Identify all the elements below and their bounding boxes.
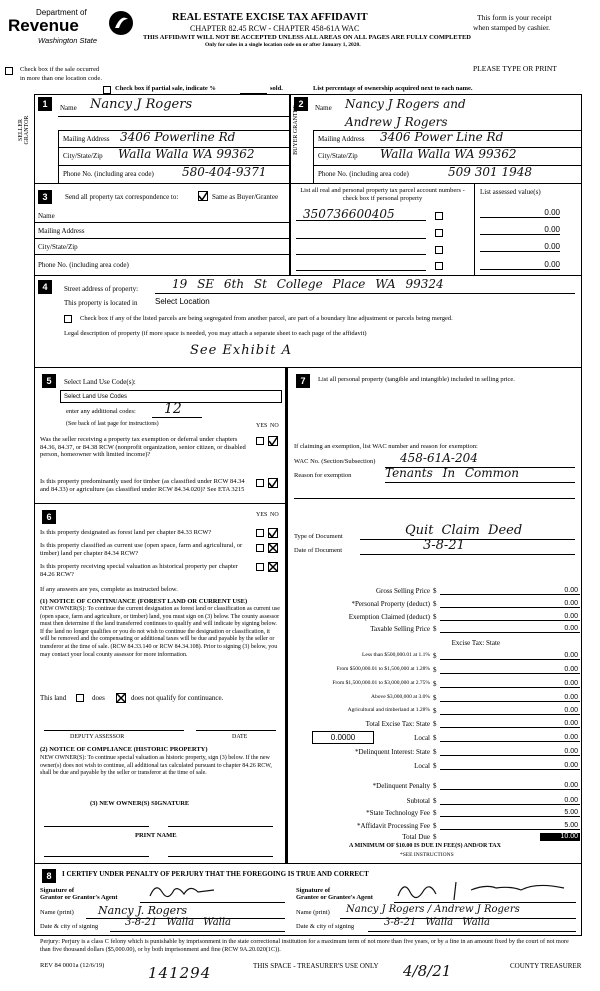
grantor-name[interactable]: Nancy J. Rogers xyxy=(98,904,188,917)
fee-dollar-sign: $ xyxy=(433,734,437,742)
form-title: REAL ESTATE EXCISE TAX AFFIDAVIT xyxy=(172,12,368,23)
fee-row xyxy=(330,782,580,794)
parcel-pp-checkbox-1[interactable] xyxy=(435,212,443,220)
fee-value[interactable]: 0.00 xyxy=(440,680,580,688)
sec6-q2-yes[interactable] xyxy=(256,544,264,552)
local-rate: 0.0000 xyxy=(330,733,356,742)
seller-name[interactable]: Nancy J Rogers xyxy=(90,97,193,112)
certify-statement: I CERTIFY UNDER PENALTY OF PERJURY THAT THE FOREGOING IS TRUE AND CORRECT xyxy=(62,870,369,878)
wac-label: WAC No. (Section/Subsection) xyxy=(294,458,376,465)
fee-row xyxy=(330,797,580,809)
buyer-name-line2[interactable]: Andrew J Rogers xyxy=(345,115,448,129)
location-select[interactable]: Select Location xyxy=(155,297,210,306)
local-rate-box[interactable] xyxy=(312,731,374,744)
buyer-city-label: City/State/Zip xyxy=(318,152,358,160)
does-checkbox[interactable] xyxy=(76,694,84,702)
grantor-date-label: Date & city of signing xyxy=(40,923,99,930)
fee-value[interactable]: 5.00 xyxy=(440,809,580,817)
fee-row xyxy=(330,600,580,612)
sec6-if-yes: If any answers are yes, complete as instructed below. xyxy=(40,586,178,593)
sec6-q3-no-checked-icon[interactable] xyxy=(268,562,278,572)
same-as-label: Same as Buyer/Grantee xyxy=(212,193,279,201)
fee-row xyxy=(330,809,580,821)
see-instructions: *SEE INSTRUCTIONS xyxy=(400,852,454,858)
sec3-city-label: City/State/Zip xyxy=(38,243,78,251)
sec3-name-label: Name xyxy=(38,212,55,220)
fee-label: Subtotal xyxy=(406,797,430,805)
fee-dollar-sign: $ xyxy=(433,600,437,608)
fee-dollar-sign: $ xyxy=(433,613,437,621)
seller-city-label: City/State/Zip xyxy=(63,152,103,160)
fee-row xyxy=(330,707,580,719)
fee-label: Agricultural and timberland at 1.28% xyxy=(347,707,430,713)
parcel-header: List all real and personal property tax parcel account numbers - check box if personal property xyxy=(300,187,465,202)
assessed-value-1[interactable]: 0.00 xyxy=(480,208,560,218)
sec6-q2: Is this property classified as current use (open space, farm and agricultural, or timber) land per chapter 84.34 RCW? xyxy=(40,542,243,557)
seller-name-label: Name xyxy=(60,104,77,112)
sec5-q2-no-checked-icon[interactable] xyxy=(268,478,278,488)
fee-label: Less than $500,000.01 at 1.1% xyxy=(362,652,430,658)
sec5-no: NO xyxy=(270,423,279,429)
grantor-date[interactable]: 3-8-21 Walla Walla xyxy=(125,917,232,928)
grantee-date[interactable]: 3-8-21 Walla Walla xyxy=(384,917,491,928)
parcel-pp-checkbox-3[interactable] xyxy=(435,246,443,254)
notice1-title: (1) NOTICE OF CONTINUANCE (FOREST LAND OR CURRENT USE) xyxy=(40,598,248,605)
fee-dollar-sign: $ xyxy=(433,822,437,830)
form-only-for: Only for sales in a single location code on or after January 1, 2020. xyxy=(205,42,361,48)
fee-dollar-sign: $ xyxy=(433,652,437,660)
new-owner-sig-line-1[interactable] xyxy=(44,826,149,827)
notice1-body: NEW OWNER(S): To continue the current designation as forest land or classification as current use (open space, farm and agriculture, or timber) land, you must sign on (3) below. The county assessor must then determine if the land transferred continues to qualify and will indicate by signing below. If the land no longer qualifies or you do not wish to continue the designation or classification, it will be removed and the compensating or additional taxes will be due and payable by the seller or transferor at the time of sale. (RCW 84.33.140 or RCW 84.34.108). Prior to signing (3) below, you may contact your local county assessor for more information. xyxy=(40,606,280,658)
sec3-mailing-label: Mailing Address xyxy=(38,227,85,235)
fee-dollar-sign: $ xyxy=(433,666,437,674)
land-use-select-text: Select Land Use Codes xyxy=(64,394,128,400)
fee-dollar-sign: $ xyxy=(433,833,437,841)
partial-sale-checkbox[interactable] xyxy=(103,86,111,94)
fee-label: Above $3,000,000 at 3.0% xyxy=(371,694,430,700)
seller-mailing[interactable]: 3406 Powerline Rd xyxy=(120,130,236,144)
seller-phone[interactable]: 580-404-9371 xyxy=(182,165,267,179)
sec5-yes: YES xyxy=(256,423,268,429)
fee-value[interactable]: 0.00 xyxy=(440,666,580,674)
fee-row xyxy=(330,639,580,651)
multi-location-label: Check box if the sale occurred xyxy=(20,66,100,73)
doc-type-value[interactable]: Quit Claim Deed xyxy=(405,523,523,538)
grantee-name-label: Name (print) xyxy=(296,909,330,916)
assessed-value-2[interactable]: 0.00 xyxy=(480,225,560,235)
fee-label: Gross Selling Price xyxy=(375,587,430,595)
fee-dollar-sign: $ xyxy=(433,720,437,728)
does-label: does xyxy=(92,694,105,702)
fee-value[interactable]: 0.00 xyxy=(440,613,580,621)
grantor-name-label: Name (print) xyxy=(40,909,74,916)
sec6-yes: YES xyxy=(256,512,268,518)
section-2-badge: 2 xyxy=(294,97,308,111)
parcel-pp-checkbox-2[interactable] xyxy=(435,229,443,237)
buyer-mailing-label: Mailing Address xyxy=(318,135,365,143)
additional-codes[interactable]: 12 xyxy=(164,401,182,417)
segregated-label: Check box if any of the listed parcels are being segregated from another parcel, are part of a boundary line adjustment or parcels being merged. xyxy=(80,315,453,322)
dept-logo xyxy=(8,6,138,56)
sec5-q1-yes[interactable] xyxy=(256,437,264,445)
print-name-label: PRINT NAME xyxy=(135,832,177,839)
form-chapter: CHAPTER 82.45 RCW - CHAPTER 458-61A WAC xyxy=(190,24,360,33)
seller-city[interactable]: Walla Walla WA 99362 xyxy=(118,147,255,161)
fee-label: Total Due xyxy=(402,833,430,841)
fee-row xyxy=(330,587,580,599)
grantor-sig-label2: Grantor or Grantor's Agent xyxy=(40,894,118,901)
perjury-text: Perjury: Perjury is a class C felony which is punishable by imprisonment in the state correctional institution for a maximum term of not more than five years, or by a fine in an amount fixed by the court of not more than five thousand dollars ($5,000.00), or by both imprisonment and fine (RCW 9A.20.020(1C)). xyxy=(40,938,569,953)
fee-row xyxy=(330,652,580,664)
this-land-label: This land xyxy=(40,694,67,702)
fee-value[interactable]: 0.00 xyxy=(440,782,580,790)
fee-value[interactable]: 0.00 xyxy=(440,625,580,633)
deputy-date-label: DATE xyxy=(232,734,248,740)
buyer-city[interactable]: Walla Walla WA 99362 xyxy=(380,147,517,161)
fee-label: Exemption Claimed (deduct) xyxy=(348,613,430,621)
buyer-name-line1[interactable]: Nancy J Rogers and xyxy=(345,97,466,111)
section-8-badge: 8 xyxy=(42,869,56,883)
fee-value[interactable]: 0.00 xyxy=(440,600,580,608)
grantee-signature-icon[interactable] xyxy=(396,878,566,902)
located-label: This property is located in xyxy=(64,299,138,307)
grantor-signature-icon[interactable] xyxy=(148,880,218,902)
parcel-pp-checkbox-4[interactable] xyxy=(435,262,443,270)
reason-label: Reason for exemption xyxy=(294,472,352,479)
seller-mailing-label: Mailing Address xyxy=(63,135,110,143)
sec6-q2-no-checked-icon[interactable] xyxy=(268,543,278,553)
sec3-phone-label: Phone No. (including area code) xyxy=(38,261,129,269)
ownership-note: List percentage of ownership acquired next to each name. xyxy=(313,85,473,92)
seller-side-label: SELLER GRANTOR xyxy=(18,115,30,145)
grantee-sig-label2: Grantee or Grantee's Agent xyxy=(296,894,373,901)
sec5-q1-no-checked-icon[interactable] xyxy=(268,436,278,446)
fee-dollar-sign: $ xyxy=(433,748,437,756)
notice2-title: (2) NOTICE OF COMPLIANCE (HISTORIC PROPERTY) xyxy=(40,746,208,753)
revenue-logo-icon xyxy=(108,10,134,36)
does-not-checkbox-checked-icon[interactable] xyxy=(116,693,126,703)
section-1-badge: 1 xyxy=(38,97,52,111)
fee-dollar-sign: $ xyxy=(433,809,437,817)
print-name-line-2[interactable] xyxy=(168,856,273,857)
sec6-q3-yes[interactable] xyxy=(256,563,264,571)
street-address[interactable]: 19 SE 6th St College Place WA 99324 xyxy=(172,277,444,291)
fee-value[interactable]: 0.00 xyxy=(440,748,580,756)
fee-value[interactable]: 0.00 xyxy=(440,707,580,715)
county-treasurer: COUNTY TREASURER xyxy=(510,962,582,970)
receipt-note1: This form is your receipt xyxy=(477,13,552,22)
sec5-q1: Was the seller receiving a property tax exemption or deferral under chapters 84.36, 84.37, or 84.38 RCW (nonprofit organization, senior citizen, or disabled person, homeowner with limited income)? xyxy=(40,436,246,458)
fee-dollar-sign: $ xyxy=(433,782,437,790)
fee-row xyxy=(330,680,580,692)
buyer-mailing[interactable]: 3406 Power Line Rd xyxy=(380,130,504,144)
fee-value[interactable]: 0.00 xyxy=(440,694,580,702)
fee-value[interactable]: 5.00 xyxy=(440,822,580,830)
not-qualify-label: does not qualify for continuance. xyxy=(131,694,224,702)
fee-label: From $500,000.01 to $1,500,000 at 1.28% xyxy=(336,666,430,672)
buyer-side-label: BUYER GRANTEE xyxy=(293,105,299,155)
section-5-badge: 5 xyxy=(42,374,56,388)
fee-value[interactable]: 0.00 xyxy=(440,587,580,595)
grantee-name[interactable]: Nancy J Rogers / Andrew J Rogers xyxy=(346,904,520,915)
fee-dollar-sign: $ xyxy=(433,680,437,688)
treasurer-note: THIS SPACE - TREASURER'S USE ONLY xyxy=(253,962,379,970)
section-6-badge: 6 xyxy=(42,510,56,524)
fee-label: Taxable Selling Price xyxy=(370,625,430,633)
sec5-q2-yes[interactable] xyxy=(256,479,264,487)
grantee-date-label: Date & city of signing xyxy=(296,923,355,930)
sold-label: sold. xyxy=(270,85,283,92)
assessed-header: List assessed value(s) xyxy=(480,188,541,196)
section-7-badge: 7 xyxy=(296,374,310,388)
wac-value[interactable]: 458-61A-204 xyxy=(400,451,478,465)
fee-row xyxy=(330,613,580,625)
buyer-phone-label: Phone No. (including area code) xyxy=(318,170,409,178)
sec6-q1-yes[interactable] xyxy=(256,529,264,537)
doc-date-value[interactable]: 3-8-21 xyxy=(423,538,465,553)
exemption-claim-label: If claiming an exemption, list WAC number and reason for exemption: xyxy=(294,443,478,450)
fee-label: Total Excise Tax: State xyxy=(365,720,430,728)
perjury-note xyxy=(40,938,580,954)
doc-date-label: Date of Document xyxy=(294,547,343,554)
parcel-number[interactable]: 350736600405 xyxy=(303,207,395,221)
fee-dollar-sign: $ xyxy=(433,694,437,702)
fee-row xyxy=(330,625,580,637)
fee-value[interactable]: 0.00 xyxy=(440,734,580,742)
fee-dollar-sign: $ xyxy=(433,625,437,633)
fee-row xyxy=(330,666,580,678)
fee-row xyxy=(330,762,580,774)
sec6-q3: Is this property receiving special valuation as historical property per chapter 84.26 RCW? xyxy=(40,563,238,578)
buyer-phone[interactable]: 509 301 1948 xyxy=(448,165,532,179)
dept-line2: Revenue xyxy=(8,16,79,35)
fee-row xyxy=(330,694,580,706)
legal-description-label: Legal description of property (if more space is needed, you may attach a separate sheet to each page of the affidavit) xyxy=(64,330,367,337)
sec5-q2: Is this property predominantly used for timber (as classified under RCW 84.34 and 84.33) or agriculture (as classified under RCW 84.34.020)? See ETA 3215 xyxy=(40,478,245,493)
reason-value[interactable]: Tenants In Common xyxy=(385,466,519,480)
fee-label: *Delinquent Interest: State xyxy=(354,748,430,756)
fee-value[interactable]: 0.00 xyxy=(440,797,580,805)
buyer-name-label: Name xyxy=(315,104,332,112)
fee-label: Local xyxy=(414,734,430,742)
fee-row xyxy=(330,748,580,760)
type-print: PLEASE TYPE OR PRINT xyxy=(473,64,557,73)
sec6-q1-no-checked-icon[interactable] xyxy=(268,528,278,538)
grantee-sig-label1: Signature of xyxy=(296,887,331,894)
fee-value[interactable]: 0.00 xyxy=(440,762,580,770)
fee-dollar-sign: $ xyxy=(433,707,437,715)
fee-label: From $1,500,000.01 to $3,000,000 at 2.75% xyxy=(332,680,430,686)
street-label: Street address of property: xyxy=(64,285,139,293)
fee-label: *Affidavit Processing Fee xyxy=(357,822,430,830)
form-warning: THIS AFFIDAVIT WILL NOT BE ACCEPTED UNLESS ALL AREAS ON ALL PAGES ARE FULLY COMPLETED xyxy=(143,34,471,41)
minimum-note: A MINIMUM OF $10.00 IS DUE IN FEE(S) AND/OR TAX xyxy=(349,843,501,849)
fee-label: Excise Tax: State xyxy=(451,639,500,647)
send-correspondence-label: Send all property tax correspondence to: xyxy=(65,193,179,201)
assessed-value-4[interactable]: 0.00 xyxy=(480,260,560,270)
fee-value[interactable]: 10.00 xyxy=(540,833,580,841)
fee-label: *State Technology Fee xyxy=(366,809,430,817)
multi-location-checkbox[interactable] xyxy=(5,67,13,75)
fee-label: *Personal Property (deduct) xyxy=(351,600,430,608)
fee-value[interactable]: 0.00 xyxy=(440,720,580,728)
fee-dollar-sign: $ xyxy=(433,797,437,805)
stamp-number: 141294 xyxy=(148,964,212,982)
multi-location-label2: in more than one location code. xyxy=(20,75,102,82)
dept-line1: Department of xyxy=(36,8,87,17)
land-use-label: Select Land Use Code(s): xyxy=(64,378,136,386)
print-name-line-1[interactable] xyxy=(44,856,149,857)
fee-label: Local xyxy=(414,762,430,770)
seller-phone-label: Phone No. (including area code) xyxy=(63,170,154,178)
personal-property-label: List all personal property (tangible and intangible) included in selling price. xyxy=(318,376,515,383)
see-back-label: (See back of last page for instructions) xyxy=(66,421,159,427)
fee-value[interactable]: 0.00 xyxy=(440,652,580,660)
grantor-sig-label1: Signature of xyxy=(40,887,75,894)
fee-dollar-sign: $ xyxy=(433,762,437,770)
section-3-badge: 3 xyxy=(38,190,52,204)
doc-type-label: Type of Document xyxy=(294,533,343,540)
sec6-q1: Is this property designated as forest land per chapter 84.33 RCW? xyxy=(40,529,212,536)
segregated-checkbox[interactable] xyxy=(64,315,72,323)
sec6-no: NO xyxy=(270,512,279,518)
section-6-frame xyxy=(34,504,286,864)
receipt-note2: when stamped by cashier. xyxy=(473,23,551,32)
legal-description[interactable]: See Exhibit A xyxy=(190,343,293,358)
stamp-date: 4/8/21 xyxy=(403,962,452,980)
dept-line3: Washington State xyxy=(38,36,98,45)
new-owner-sig-label: (3) NEW OWNER(S) SIGNATURE xyxy=(90,800,190,807)
section-4-badge: 4 xyxy=(38,280,52,294)
notice2-body: NEW OWNER(S): To continue special valuation as historic property, sign (3) below. If the new owner(s) does not wish to continue, all additional tax calculated pursuant to chapter 84.26 RCW, shall be due and payable by the seller or transferor at the time of sale. xyxy=(40,755,272,777)
fee-dollar-sign: $ xyxy=(433,587,437,595)
rev-number: REV 84 0001a (12/6/19) xyxy=(40,962,105,969)
same-as-checkbox-checked-icon[interactable] xyxy=(198,191,208,201)
fee-label: *Delinquent Penalty xyxy=(372,782,430,790)
additional-codes-label: enter any additional codes: xyxy=(66,408,136,415)
partial-sale-label: Check box if partial sale, indicate % xyxy=(115,85,216,92)
new-owner-sig-line-2[interactable] xyxy=(168,826,273,827)
deputy-assessor-label: DEPUTY ASSESSOR xyxy=(70,734,125,740)
assessed-value-3[interactable]: 0.00 xyxy=(480,242,560,252)
